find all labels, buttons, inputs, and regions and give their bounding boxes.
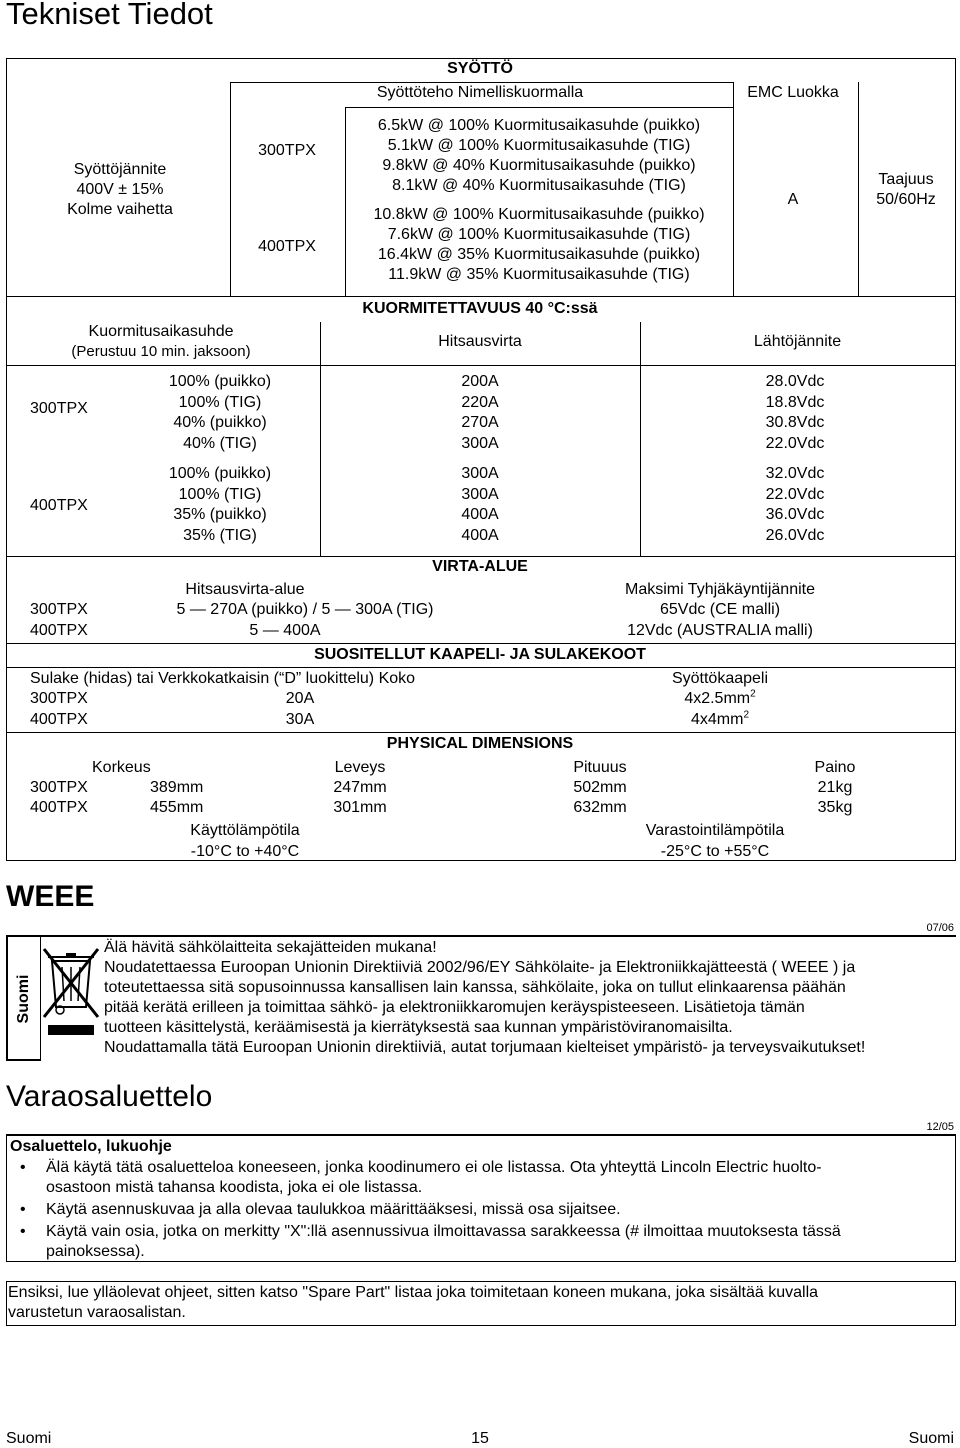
input-power-header: Syöttöteho Nimelliskuormalla [376,84,584,101]
supply-voltage: Syöttöjännite 400V ± 15% Kolme vaihetta [67,161,173,218]
range-heading: VIRTA-ALUE [432,558,528,575]
cable-header: Syöttökaapeli [671,670,769,687]
model-400tpx: 400TPX [258,238,316,255]
duty-model-300: 300TPX [30,400,88,417]
range-header: Hitsausvirta-alue [185,581,305,598]
width-400: 301mm [333,799,387,816]
ocv-300: 65Vdc (CE malli) [659,601,781,618]
duty-400: 100% (puikko) 100% (TIG) 35% (puikko) 35% (TIG) [168,465,272,544]
page-title: Tekniset Tiedot [6,0,213,31]
parts-heading: Osaluettelo, lukuohje [10,1138,172,1155]
model-300tpx: 300TPX [258,142,316,159]
storage-temp: Varastointilämpötila -25°C to +55°C [645,822,785,860]
dims-model-300: 300TPX [30,779,88,796]
current-300: 200A 220A 270A 300A [461,373,499,452]
footer-right: Suomi [908,1430,954,1447]
range-model-400: 400TPX [30,622,88,639]
mass-300: 21kg [817,779,853,796]
weee-date: 07/06 [926,922,954,934]
mass-400: 35kg [817,799,853,816]
parts-note: Ensiksi, lue ylläolevat ohjeet, sitten katso "Spare Part" listaa joka toimitetaan koneen mukana, joka sisältää kuvalla varustetun varaosalistan. [8,1284,819,1321]
length-300: 502mm [573,779,627,796]
height-400: 455mm [150,799,204,816]
ocv-header: Maksimi Tyhjäkäyntijännite [624,581,815,598]
voltage-header: Lähtöjännite [753,333,842,350]
weee-title: WEEE [6,880,95,913]
power-400tpx: 10.8kW @ 100% Kuormitusaikasuhde (puikko) 7.6kW @ 100% Kuormitusaikasuhde (TIG) 16.4kW @ 35% Kuormitusaikasuhde (puikko) 11.9kW @ 35% Kuormitusaikasuhde (TIG) [373,206,705,283]
duty-heading: KUORMITETTAVUUS 40 °C:ssä [362,300,598,317]
parts-title: Varaosaluettelo [6,1080,213,1113]
ocv-400: 12Vdc (AUSTRALIA malli) [627,622,813,639]
power-300tpx: 6.5kW @ 100% Kuormitusaikasuhde (puikko) 5.1kW @ 100% Kuormitusaikasuhde (TIG) 9.8kW @ 40% Kuormitusaikasuhde (puikko) 8.1kW @ 40% Kuormitusaikasuhde (TIG) [377,117,701,194]
emc-value: A [787,191,799,208]
fuse-400: 30A [285,711,315,728]
current-400: 300A 300A 400A 400A [461,465,499,544]
cable-model-300: 300TPX [30,690,88,707]
range-300: 5 ― 270A (puikko) / 5 ― 300A (TIG) [176,601,434,618]
width-300: 247mm [333,779,387,796]
parts-date: 12/05 [926,1121,954,1133]
weee-side-label: Suomi [15,974,32,1024]
cable-400: $4x4mm^2$ [690,709,749,728]
current-header: Hitsausvirta [438,333,522,350]
operating-temp: Käyttölämpötila -10°C to +40°C [190,822,300,860]
supply-heading: SYÖTTÖ [447,60,513,77]
parts-bullet-3: • Käytä vain osia, jotka on merkitty "X":llä asennussivua ilmoittavassa sarakkeessa (# ilmoittaa muutoksesta tässä painoksessa). [20,1223,841,1260]
emc-header: EMC Luokka [747,84,839,101]
width-header: Leveys [334,759,386,776]
parts-bullet-1: • Älä käytä tätä osaluetteloa koneeseen, jonka koodinumero ei ole listassa. Ota yhteyttä Lincoln Electric huolto- osastoon mistä tahansa koodista, joka ei ole listassa. [20,1159,822,1196]
length-header: Pituuus [573,759,627,776]
length-400: 632mm [573,799,627,816]
page-number: 15 [471,1430,489,1447]
frequency: Taajuus 50/60Hz [876,171,936,208]
range-model-300: 300TPX [30,601,88,618]
mass-header: Paino [814,759,856,776]
dims-model-400: 400TPX [30,799,88,816]
duty-model-400: 400TPX [30,497,88,514]
cable-300: $4x2.5mm^2$ [684,688,756,707]
crossed-bin-icon [40,945,102,1045]
height-300: 389mm [150,779,204,796]
footer-left: Suomi [6,1430,52,1447]
volt-400: 32.0Vdc 22.0Vdc 36.0Vdc 26.0Vdc [765,465,825,544]
duty-header: Kuormitusaikasuhde (Perustuu 10 min. jaksoon) [71,323,251,360]
fuse-300: 20A [285,690,315,707]
dims-heading: PHYSICAL DIMENSIONS [386,735,574,752]
cables-heading: SUOSITELLUT KAAPELI- JA SULAKEKOOT [314,646,646,663]
parts-bullet-2: • Käytä asennuskuvaa ja alla olevaa taulukkoa määrittääksesi, missä osa sijaitsee. [20,1201,621,1218]
volt-300: 28.0Vdc 18.8Vdc 30.8Vdc 22.0Vdc [765,373,825,452]
height-header: Korkeus [92,759,151,776]
range-400: 5 ― 400A [249,622,321,639]
duty-300: 100% (puikko) 100% (TIG) 40% (puikko) 40% (TIG) [168,373,272,452]
cable-model-400: 400TPX [30,711,88,728]
weee-text: Älä hävitä sähkölaitteita sekajätteiden mukana! Noudatettaessa Euroopan Unionin Direktiiviä 2002/96/EY Sähkölaite- ja Elektroniikkajätteestä ( WEEE ) ja toteutettaessa sitä sopusoinnussa kansallisen lain kanssa, sähkölaite, joka on tullut elinkaarensa päähän pitää kerätä erilleen ja toimittaa sähkö- ja elektroniikkaromujen keräyspisteeseen. Lisätietoja tämän tuotteen käsittelystä, keräämisestä ja kierrätyksestä saa kunnan ympäristöviranomaisilta. Noudattamalla tätä Euroopan Unionin direktiiviä, autat torjumaan kielteiset ympäristö- ja terveysvaikutukset! [104,939,866,1056]
fuse-header: Sulake (hidas) tai Verkkokatkaisin (“D” luokittelu) Koko [30,670,416,687]
